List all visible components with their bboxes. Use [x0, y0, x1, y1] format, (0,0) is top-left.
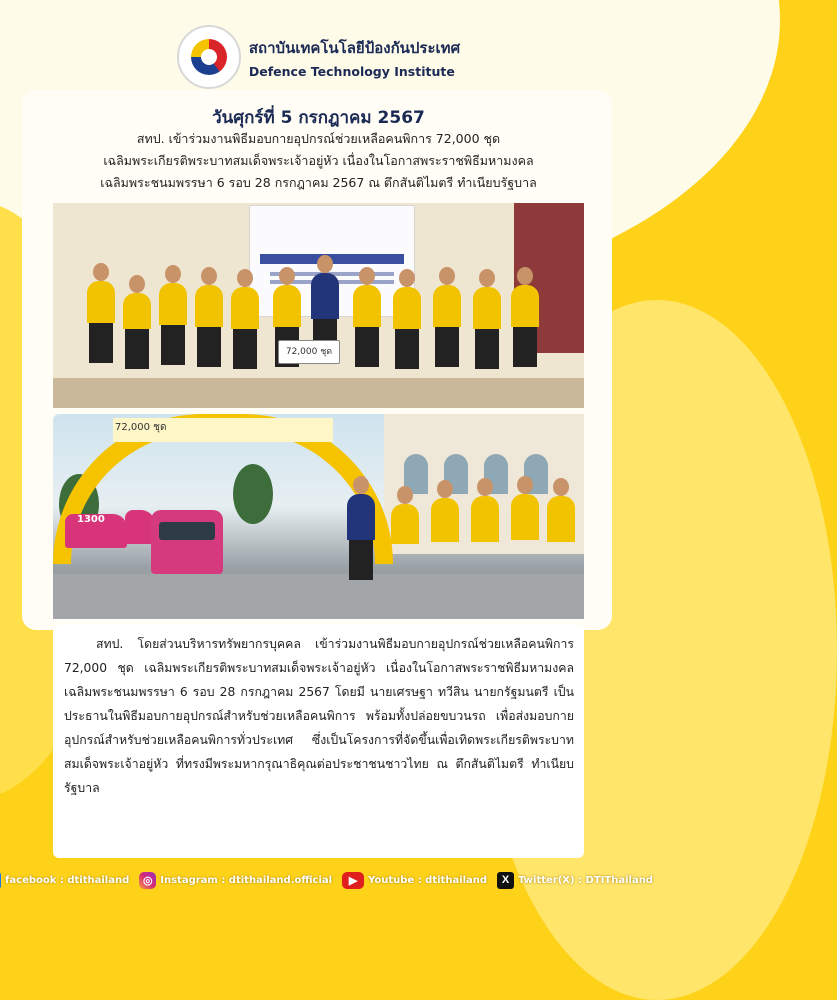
dti-logo	[177, 25, 241, 89]
youtube-icon: ▶	[342, 872, 364, 889]
headline-line: เฉลิมพระเกียรติพระบาทสมเด็จพระเจ้าอยู่หัว เนื่องในโอกาสพระราชพิธีมหามงคล	[103, 153, 534, 168]
header	[0, 22, 637, 92]
event-sign-text: 72,000 ชุด	[115, 422, 167, 433]
article-body: สทป. โดยส่วนบริหารทรัพยากรบุคคล เข้าร่วมงานพิธีมอบกายอุปกรณ์ช่วยเหลือคนพิการ 72,000 ชุด เฉลิมพระเกียรติพระบาทสมเด็จพระเจ้าอยู่หัว เนื่องในโอกาสพระราชพิธีมหามงคล เฉลิมพระชนมพรรษา 6 รอบ 28 กรกฎาคม 2567 โดยมี นายเศรษฐา ทวีสิน นายกรัฐมนตรี เป็นประธานในพิธีมอบกายอุปกรณ์สำหรับช่วยเหลือคนพิการ พร้อมทั้งปล่อยขบวนรถ เพื่อส่งมอบกายอุปกรณ์สำหรับช่วยเหลือคนพิการทั่วประเทศ ซึ่งเป็นโครงการที่จัดขึ้นเพื่อเทิดพระเกียรติพระบาทสมเด็จพระเจ้าอยู่หัว ที่ทรงมีพระมหากรุณาธิคุณต่อประชาชนชาวไทย ณ ตึกสันติไมตรี ทำเนียบรัฐบาล	[64, 637, 574, 795]
x-icon: X	[497, 872, 514, 889]
org-name-en: Defence Technology Institute	[248, 63, 455, 79]
instagram-link[interactable]	[139, 872, 332, 889]
group-photo	[53, 203, 584, 408]
youtube-link[interactable]	[342, 872, 487, 889]
facebook-label: facebook : dtithailand	[5, 874, 130, 886]
social-footer	[0, 868, 653, 892]
news-date: วันศุกร์ที่ 5 กรกฎาคม 2567	[212, 108, 425, 128]
facebook-icon	[0, 872, 1, 889]
headline-line: สทป. เข้าร่วมงานพิธีมอบกายอุปกรณ์ช่วยเหลือคนพิการ 72,000 ชุด	[136, 131, 501, 146]
org-names	[249, 36, 460, 79]
twitter-link[interactable]	[497, 872, 653, 889]
road	[53, 574, 584, 619]
cheque-text: 72,000 ชุด	[285, 347, 333, 357]
van-number: 1300	[77, 514, 105, 525]
facebook-link[interactable]	[0, 872, 129, 889]
twitter-label: Twitter(X) : DTIThailand	[518, 874, 653, 886]
headline-line: เฉลิมพระชนมพรรษา 6 รอบ 28 กรกฎาคม 2567 ณ ตึกสันติไมตรี ทำเนียบรัฐบาล	[100, 175, 537, 190]
org-name-th: สถาบันเทคโนโลยีป้องกันประเทศ	[248, 38, 461, 57]
youtube-label: Youtube : dtithailand	[368, 874, 488, 886]
instagram-label: Instagram : dtithailand.official	[160, 874, 333, 886]
vehicle-procession-photo	[53, 414, 584, 619]
instagram-icon: ◎	[139, 872, 156, 889]
van	[151, 510, 223, 574]
people-group	[71, 263, 561, 393]
headline	[30, 128, 607, 194]
donation-cheque	[278, 340, 340, 364]
